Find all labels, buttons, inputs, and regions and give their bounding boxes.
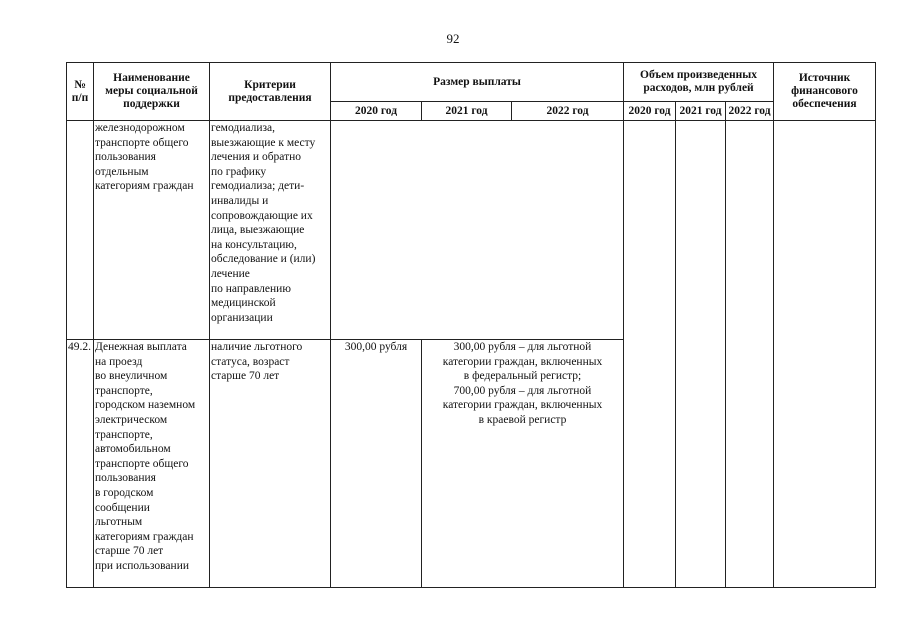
- header-volume-year: 2020 год: [624, 102, 676, 121]
- header-pay-year: 2022 год: [512, 102, 624, 121]
- header-volume-year: 2021 год: [676, 102, 726, 121]
- header-pay-year: 2021 год: [422, 102, 512, 121]
- row-payment-2020: 300,00 рубля: [331, 340, 422, 588]
- row-name: железнодорожном транспорте общего пользования отдельным категориям граждан: [94, 121, 210, 340]
- row-criteria: гемодиализа, выезжающие к месту лечения и обратно по графику гемодиализа; дети- инвалиды и сопровождающие их лица, выезжающие на консультацию, обследование и (или) лечение по направлению медицинской организации: [210, 121, 331, 340]
- header-payment: Размер выплаты: [331, 63, 624, 102]
- row-volume-2021: [676, 121, 726, 588]
- header-num: № п/п: [67, 63, 94, 121]
- row-volume-2022: [726, 121, 774, 588]
- row-num: [67, 121, 94, 340]
- header-criteria: Критерии предоставления: [210, 63, 331, 121]
- row-volume-2020: [624, 121, 676, 588]
- social-support-table: [66, 62, 876, 588]
- header-name: Наименование меры социальной поддержки: [94, 63, 210, 121]
- header-pay-year: 2020 год: [331, 102, 422, 121]
- row-name: Денежная выплата на проезд во внеуличном транспорте, городском наземном электрическом транспорте, автомобильном транспорте общего пользования в городском сообщении льготным категориям граждан старше 70 лет при использовании: [94, 340, 210, 588]
- header-volume: Объем произведенных расходов, млн рублей: [624, 63, 774, 102]
- header-row: [67, 63, 876, 102]
- header-source: Источник финансового обеспечения: [774, 63, 876, 121]
- table-row: [67, 121, 876, 340]
- row-source: [774, 121, 876, 588]
- row-payment-2021-2022: 300,00 рубля – для льготной категории граждан, включенных в федеральный регистр; 700,00 рубля – для льготной категории граждан, включенных в краевой регистр: [422, 340, 624, 588]
- row-criteria: наличие льготного статуса, возраст старше 70 лет: [210, 340, 331, 588]
- page-number: 92: [446, 31, 460, 46]
- header-volume-year: 2022 год: [726, 102, 774, 121]
- row-num: 49.2.: [67, 340, 94, 588]
- row-payment: [331, 121, 624, 340]
